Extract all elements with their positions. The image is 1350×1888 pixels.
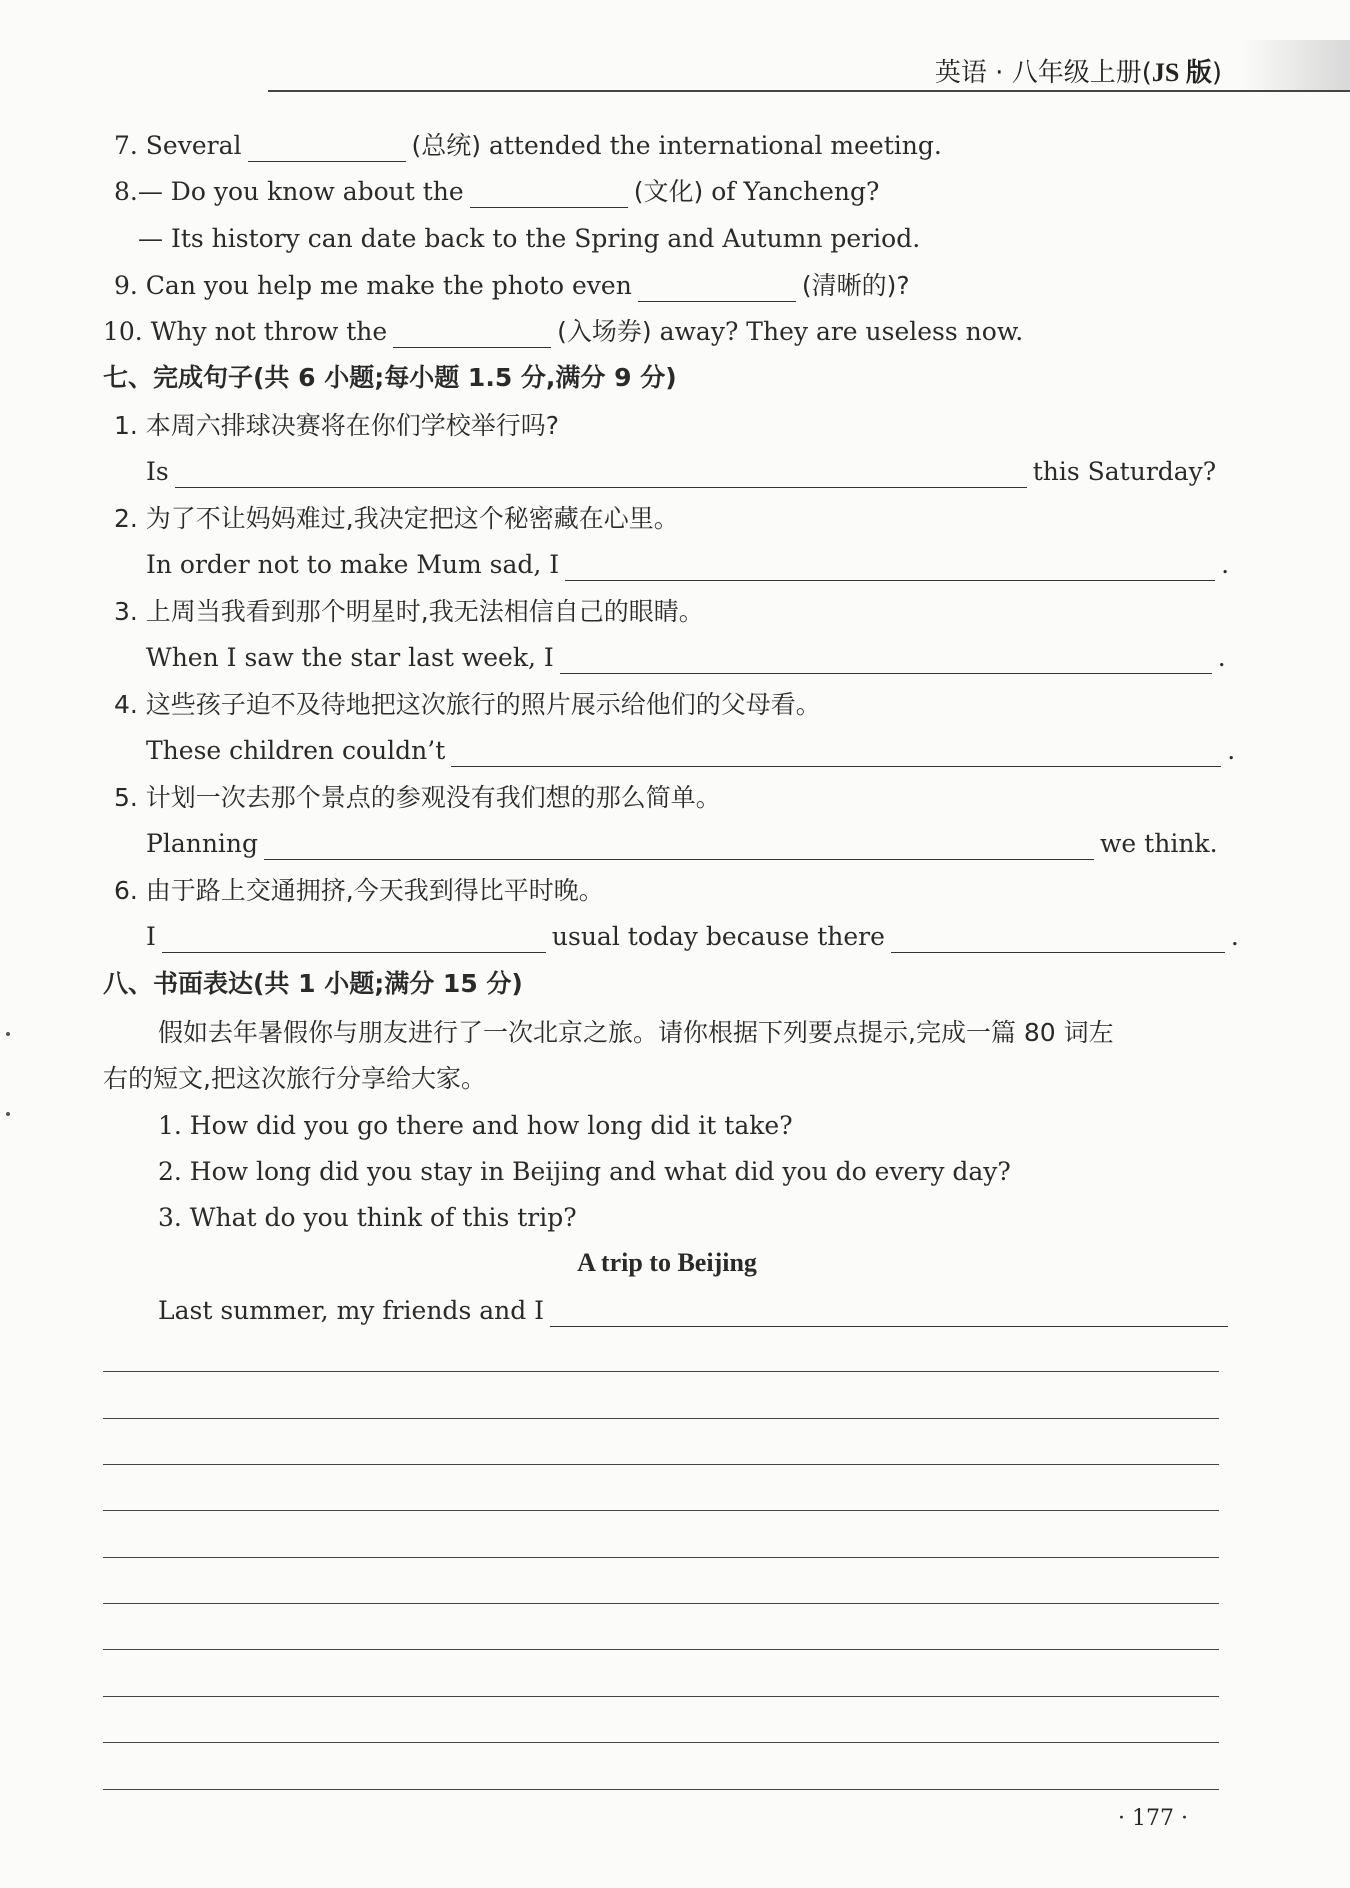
answer-blank[interactable] xyxy=(451,742,1221,767)
question-9: 9. Can you help me make the photo even (清晰的)? xyxy=(114,271,910,300)
answer-blank[interactable] xyxy=(891,928,1225,953)
s7-item-5-cn: 5. 计划一次去那个景点的参观没有我们想的那么简单。 xyxy=(114,783,721,812)
writing-intro-line2: 右的短文,把这次旅行分享给大家。 xyxy=(103,1064,486,1093)
prompt-2: 2. How long did you stay in Beijing and what did you do every day? xyxy=(158,1157,1011,1186)
answer-blank[interactable] xyxy=(393,323,551,348)
question-7: 7. Several (总统) attended the international meeting. xyxy=(114,131,942,160)
s7-item-5-en: Planning we think. xyxy=(146,829,1218,858)
writing-line[interactable] xyxy=(103,1510,1219,1511)
answer-blank[interactable] xyxy=(565,556,1215,581)
s7-item-2-en: In order not to make Mum sad, I . xyxy=(146,550,1230,579)
answer-blank[interactable] xyxy=(162,928,546,953)
answer-blank[interactable] xyxy=(638,277,796,302)
header-title: 英语 · 八年级上册(JS 版) xyxy=(934,58,1222,88)
s7-item-1-en: Is this Saturday? xyxy=(146,457,1217,486)
header-rule xyxy=(268,90,1350,92)
s7-item-6-en: I usual today because there . xyxy=(146,922,1239,951)
question-10: 10. Why not throw the (入场券) away? They are useless now. xyxy=(103,317,1024,346)
prompt-3: 3. What do you think of this trip? xyxy=(158,1203,577,1232)
writing-intro-line1: 假如去年暑假你与朋友进行了一次北京之旅。请你根据下列要点提示,完成一篇 80 词左 xyxy=(158,1018,1114,1047)
answer-blank[interactable] xyxy=(560,649,1212,674)
writing-line[interactable] xyxy=(103,1557,1219,1558)
essay-start: Last summer, my friends and I xyxy=(158,1295,1234,1327)
writing-line[interactable] xyxy=(103,1742,1219,1743)
question-8: 8.— Do you know about the (文化) of Yancheng? xyxy=(114,177,880,206)
page-number: · 177 · xyxy=(1118,1806,1188,1831)
s7-item-4-cn: 4. 这些孩子迫不及待地把这次旅行的照片展示给他们的父母看。 xyxy=(114,690,821,719)
s7-item-3-en: When I saw the star last week, I . xyxy=(146,643,1226,672)
section-8-heading: 八、书面表达(共 1 小题;满分 15 分) xyxy=(103,969,523,998)
question-8-reply: — Its history can date back to the Spring and Autumn period. xyxy=(138,224,921,253)
writing-line[interactable] xyxy=(103,1696,1219,1697)
margin-mark xyxy=(6,1032,10,1036)
writing-line[interactable] xyxy=(103,1464,1219,1465)
header-shade xyxy=(1240,40,1350,90)
writing-line[interactable] xyxy=(103,1649,1219,1650)
answer-blank[interactable] xyxy=(264,835,1094,860)
margin-mark xyxy=(6,1112,10,1116)
essay-title: A trip to Beijing xyxy=(577,1248,757,1277)
writing-line[interactable] xyxy=(103,1603,1219,1604)
answer-blank[interactable] xyxy=(175,463,1027,488)
writing-line[interactable] xyxy=(103,1789,1219,1790)
s7-item-1-cn: 1. 本周六排球决赛将在你们学校举行吗? xyxy=(114,411,560,440)
s7-item-4-en: These children couldn’t . xyxy=(146,736,1236,765)
writing-line[interactable] xyxy=(103,1418,1219,1419)
answer-blank[interactable] xyxy=(248,137,406,162)
prompt-1: 1. How did you go there and how long did it take? xyxy=(158,1111,793,1140)
answer-blank[interactable] xyxy=(470,183,628,208)
writing-line[interactable] xyxy=(103,1371,1219,1372)
s7-item-3-cn: 3. 上周当我看到那个明星时,我无法相信自己的眼睛。 xyxy=(114,597,704,626)
answer-blank[interactable] xyxy=(550,1302,1228,1327)
s7-item-2-cn: 2. 为了不让妈妈难过,我决定把这个秘密藏在心里。 xyxy=(114,504,679,533)
section-7-heading: 七、完成句子(共 6 小题;每小题 1.5 分,满分 9 分) xyxy=(103,363,677,392)
s7-item-6-cn: 6. 由于路上交通拥挤,今天我到得比平时晚。 xyxy=(114,876,604,905)
